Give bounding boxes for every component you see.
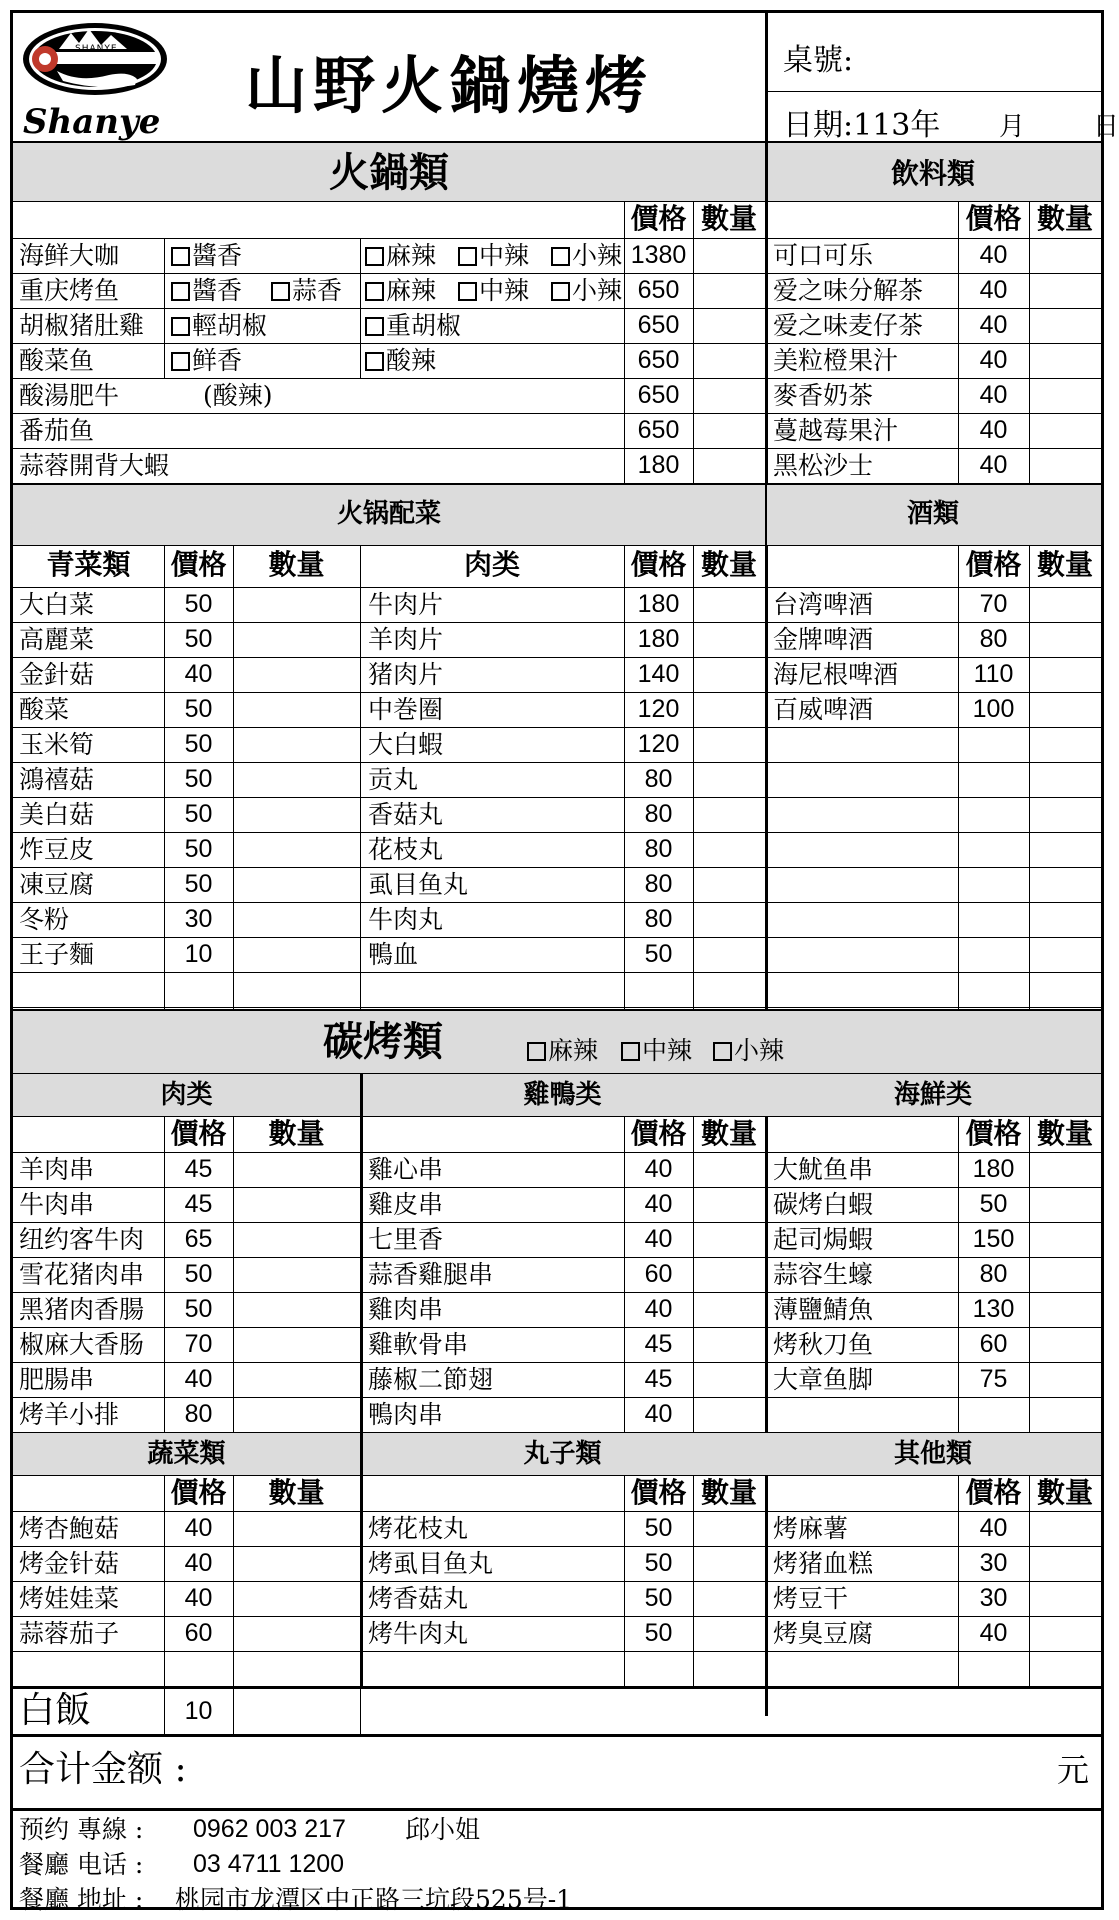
bbq-spice-option[interactable] (527, 1033, 598, 1068)
hotpot-option[interactable] (551, 238, 622, 273)
sides-title: 火锅配菜 (336, 499, 441, 529)
veg-header: 青菜類 (46, 548, 131, 581)
bbq-meat-item-name: 椒麻大香肠 (19, 1330, 145, 1359)
bbq-other-item-price: 40 (979, 1619, 1008, 1647)
checkbox-icon[interactable] (458, 247, 477, 266)
bbq-price-header: 價格 (965, 1476, 1022, 1509)
grid-line (13, 1686, 1101, 1689)
hotpot-title: 火鍋類 (329, 149, 449, 196)
grid-line (13, 1007, 1101, 1008)
bbq-seafood-item-price: 150 (972, 1225, 1015, 1253)
alcohol-price: 100 (972, 695, 1015, 723)
veg-name: 玉米筍 (19, 730, 95, 759)
day-label: 日 (1093, 112, 1119, 142)
bbq-seafood-item-name: 烤秋刀鱼 (773, 1330, 874, 1359)
drinks-qty-header: 數量 (1036, 202, 1093, 235)
grid-line (164, 1686, 165, 1734)
grid-line (13, 413, 1101, 414)
checkbox-icon[interactable] (271, 282, 290, 301)
grid-line (624, 1116, 625, 1432)
bbq-balls-item-price: 50 (644, 1584, 673, 1612)
option-label: 酸辣 (386, 346, 437, 375)
bbq-price-header: 價格 (630, 1476, 687, 1509)
bbq-meat-item-name: 雪花猪肉串 (19, 1260, 145, 1289)
grid-line (693, 1116, 694, 1432)
veg-price: 50 (184, 835, 213, 863)
hotpot-qty-header: 數量 (700, 202, 757, 235)
bbq-seafood-item-price: 60 (979, 1330, 1008, 1358)
veg-price: 50 (184, 590, 213, 618)
bbq-other-item-price: 30 (979, 1549, 1008, 1577)
veg-qty-header: 數量 (268, 548, 325, 581)
bbq-poultry-title: 雞鴨类 (523, 1080, 602, 1110)
grid-line (1029, 201, 1030, 483)
alcohol-name: 金牌啤酒 (773, 625, 874, 654)
bbq-meat-item-price: 80 (184, 1400, 213, 1428)
grid-line (233, 1116, 234, 1432)
bbq-seafood-item-price: 130 (972, 1295, 1015, 1323)
bbq-other-title: 其他類 (893, 1439, 972, 1469)
bbq-other-item-name: 烤豆干 (773, 1584, 849, 1613)
bbq-other-item-price: 30 (979, 1584, 1008, 1612)
bbq-meat-item-name: 牛肉串 (19, 1190, 95, 1219)
checkbox-icon[interactable] (365, 282, 384, 301)
hotpot-price: 650 (637, 276, 680, 304)
bbq-meat-item-price: 40 (184, 1365, 213, 1393)
grid-line (13, 972, 1101, 973)
bbq-poultry-item-price: 45 (644, 1365, 673, 1393)
hotpot-option[interactable] (171, 238, 242, 273)
hotpot-item-name: 番茄鱼 (19, 416, 95, 445)
alcohol-price: 110 (973, 660, 1014, 688)
alcohol-qty-header: 數量 (1036, 548, 1093, 581)
bbq-balls-title: 丸子類 (523, 1439, 602, 1469)
bbq-poultry-item-price: 40 (644, 1295, 673, 1323)
drink-name: 可口可乐 (773, 241, 874, 270)
hotpot-option[interactable] (171, 273, 242, 308)
hotpot-price: 650 (637, 416, 680, 444)
restaurant-phone: 03 4711 1200 (193, 1850, 345, 1878)
drink-price: 40 (979, 381, 1008, 409)
bbq-veg-item-price: 40 (184, 1549, 213, 1577)
meat-name: 猪肉片 (368, 660, 444, 689)
bbq-seafood-item-price: 75 (979, 1365, 1008, 1393)
bbq-poultry-item-name: 蒜香雞腿串 (368, 1260, 494, 1289)
bbq-poultry-item-price: 45 (644, 1330, 673, 1358)
logo-small-text: SHANYE (75, 44, 118, 54)
drinks-price-header: 價格 (965, 202, 1022, 235)
hotpot-item-name: 蒜蓉開背大蝦 (19, 451, 170, 480)
option-label: 小辣 (572, 276, 623, 305)
bbq-meat-item-name: 纽约客牛肉 (19, 1225, 145, 1254)
bbq-poultry-item-name: 鴨肉串 (368, 1400, 444, 1429)
bbq-other-item-price: 40 (979, 1514, 1008, 1542)
hotpot-option[interactable] (365, 273, 436, 308)
bbq-poultry-item-price: 40 (644, 1190, 673, 1218)
checkbox-icon[interactable] (713, 1042, 732, 1061)
hotpot-item-name: 酸湯肥牛 (19, 381, 120, 410)
veg-name: 冬粉 (19, 905, 70, 934)
bbq-meat-item-price: 65 (184, 1225, 213, 1253)
checkbox-icon[interactable] (365, 317, 384, 336)
bbq-seafood-item-name: 起司焗蝦 (773, 1225, 874, 1254)
veg-price: 50 (184, 730, 213, 758)
bbq-meat-item-name: 羊肉串 (19, 1155, 95, 1184)
logo (17, 17, 177, 141)
bbq-meat-item-price: 45 (184, 1190, 213, 1218)
veg-name: 金針菇 (19, 660, 95, 689)
bbq-poultry-item-price: 60 (644, 1260, 673, 1288)
grid-line (693, 545, 694, 1009)
checkbox-icon[interactable] (171, 317, 190, 336)
grid-line (360, 545, 361, 1009)
drink-name: 爱之味分解茶 (773, 276, 924, 305)
bbq-veg-item-price: 60 (184, 1619, 213, 1647)
bbq-balls-item-price: 50 (644, 1549, 673, 1577)
alcohol-price: 80 (979, 625, 1008, 653)
bbq-seafood-item-price: 50 (979, 1190, 1008, 1218)
meat-price: 180 (637, 625, 680, 653)
drink-name: 蔓越莓果汁 (773, 416, 899, 445)
bbq-poultry-item-name: 雞心串 (368, 1155, 444, 1184)
bbq-meat-item-price: 50 (184, 1260, 213, 1288)
bbq-spice-option[interactable] (621, 1033, 692, 1068)
bbq-price-header: 價格 (630, 1117, 687, 1150)
address-label: 餐廳 地址 : (19, 1885, 144, 1914)
reserve-contact: 邱小姐 (405, 1815, 481, 1844)
veg-price: 40 (184, 660, 213, 688)
drink-price: 40 (979, 276, 1008, 304)
grid-line (233, 545, 234, 1009)
grid-line (624, 545, 625, 1009)
grid-line (1029, 1116, 1030, 1432)
option-label: 麻辣 (386, 241, 437, 270)
hotpot-price-header: 價格 (630, 202, 687, 235)
bbq-balls-item-name: 烤虱目鱼丸 (368, 1549, 494, 1578)
bbq-veg-item-name: 蒜蓉茄子 (19, 1619, 120, 1648)
alcohol-price-header: 價格 (965, 548, 1022, 581)
checkbox-icon[interactable] (551, 282, 570, 301)
hotpot-item-name: 重庆烤鱼 (19, 276, 120, 305)
meat-name: 中巻圈 (368, 695, 444, 724)
grid-line (958, 1116, 959, 1432)
grid-line (13, 1734, 1101, 1737)
checkbox-icon[interactable] (171, 352, 190, 371)
meat-name: 大白蝦 (368, 730, 444, 759)
meat-price: 80 (644, 870, 673, 898)
meat-name: 鴨血 (368, 940, 419, 969)
rice-name: 白飯 (19, 1690, 92, 1731)
veg-name: 高麗菜 (19, 625, 95, 654)
meat-name: 牛肉丸 (368, 905, 444, 934)
bbq-price-header: 價格 (170, 1476, 227, 1509)
meat-name: 羊肉片 (368, 625, 444, 654)
option-label: 鲜香 (192, 346, 243, 375)
hotpot-option[interactable] (365, 308, 461, 343)
hotpot-price: 650 (637, 311, 680, 339)
month-label: 月 (999, 112, 1026, 142)
grid-line (958, 201, 959, 483)
restaurant-address: 桃园市龙潭区中正路三坑段525号-1 (175, 1885, 573, 1914)
hotpot-option[interactable] (271, 273, 342, 308)
veg-name: 王子麵 (19, 940, 95, 969)
meat-price: 80 (644, 800, 673, 828)
option-label: 小辣 (572, 241, 623, 270)
veg-name: 美白菇 (19, 800, 95, 829)
bbq-balls-item-name: 烤牛肉丸 (368, 1619, 469, 1648)
veg-name: 炸豆皮 (19, 835, 95, 864)
hotpot-option[interactable] (365, 238, 436, 273)
meat-price: 80 (644, 905, 673, 933)
alcohol-name: 百威啤酒 (773, 695, 874, 724)
meat-name: 花枝丸 (368, 835, 444, 864)
bbq-veg-item-name: 烤杏鮑菇 (19, 1514, 120, 1543)
grid-line (360, 1686, 361, 1734)
phone-label: 餐廳 电话 : (19, 1850, 144, 1879)
meat-price: 50 (644, 940, 673, 968)
grid-line (624, 1475, 625, 1686)
hotpot-option[interactable] (171, 308, 267, 343)
bbq-meat-item-name: 肥腸串 (19, 1365, 95, 1394)
bbq-meat-item-name: 黑猪肉香腸 (19, 1295, 145, 1324)
reserve-phone: 0962 003 217 (193, 1815, 346, 1843)
veg-name: 鴻禧菇 (19, 765, 95, 794)
bbq-poultry-item-price: 40 (644, 1225, 673, 1253)
option-label: 輕胡椒 (192, 311, 268, 340)
option-label: 重胡椒 (386, 311, 462, 340)
logo-emblem-icon (19, 19, 171, 103)
bbq-qty-header: 數量 (268, 1117, 325, 1150)
hotpot-price: 650 (637, 381, 680, 409)
hotpot-option[interactable] (551, 273, 622, 308)
bbq-balls-item-name: 烤香菇丸 (368, 1584, 469, 1613)
meat-name: 牛肉片 (368, 590, 444, 619)
bbq-meat-item-price: 70 (184, 1330, 213, 1358)
drink-price: 40 (979, 451, 1008, 479)
restaurant-name: 山野火鍋燒烤 (245, 49, 654, 122)
bbq-seafood-item-name: 大章鱼脚 (773, 1365, 874, 1394)
order-sheet (10, 10, 1119, 1914)
option-label: 中辣 (479, 276, 530, 305)
meat-price-header: 價格 (630, 548, 687, 581)
grid-line (164, 238, 165, 378)
grid-line (693, 1475, 694, 1686)
grid-line (958, 545, 959, 1009)
drink-price: 40 (979, 416, 1008, 444)
veg-price: 50 (184, 870, 213, 898)
meat-header: 肉类 (463, 548, 520, 581)
option-label: 中辣 (479, 241, 530, 270)
bbq-price-header: 價格 (965, 1117, 1022, 1150)
total-label: 合计金额 : (19, 1749, 187, 1790)
grid-line (164, 1116, 165, 1432)
bbq-seafood-item-name: 蒜容生蠔 (773, 1260, 874, 1289)
hotpot-item-name: 酸菜鱼 (19, 346, 95, 375)
option-label: 小辣 (734, 1036, 785, 1065)
veg-price: 50 (184, 625, 213, 653)
bbq-meat-item-price: 45 (184, 1155, 213, 1183)
grid-line (693, 201, 694, 483)
hotpot-price: 650 (637, 346, 680, 374)
bbq-balls-item-price: 50 (644, 1619, 673, 1647)
veg-name: 凍豆腐 (19, 870, 95, 899)
veg-name: 大白菜 (19, 590, 95, 619)
checkbox-icon[interactable] (171, 247, 190, 266)
grid-line (164, 545, 165, 1009)
grid-line (360, 1073, 363, 1432)
bbq-title: 碳烤類 (323, 1018, 443, 1065)
checkbox-icon[interactable] (527, 1042, 546, 1061)
grid-line (13, 201, 1101, 202)
drink-name: 爱之味麦仔茶 (773, 311, 924, 340)
meat-name: 贡丸 (368, 765, 419, 794)
hotpot-option[interactable] (458, 238, 529, 273)
bbq-meat-title: 肉类 (160, 1080, 213, 1110)
rice-price: 10 (184, 1697, 213, 1725)
bbq-veg-item-price: 40 (184, 1584, 213, 1612)
grid-line (13, 448, 1101, 449)
bbq-seafood-title: 海鮮类 (893, 1080, 972, 1110)
hotpot-option[interactable] (365, 343, 436, 378)
bbq-qty-header: 數量 (268, 1476, 325, 1509)
veg-price: 50 (184, 800, 213, 828)
veg-price: 50 (184, 765, 213, 793)
bbq-qty-header: 數量 (1036, 1476, 1093, 1509)
bbq-seafood-item-name: 大魷鱼串 (773, 1155, 874, 1184)
grid-line (233, 1686, 234, 1734)
bbq-poultry-item-name: 七里香 (368, 1225, 444, 1254)
veg-name: 酸菜 (19, 695, 70, 724)
total-unit: 元 (1057, 1751, 1090, 1789)
grid-line (765, 91, 1101, 92)
checkbox-icon[interactable] (365, 352, 384, 371)
bbq-meat-item-price: 50 (184, 1295, 213, 1323)
option-label: 蒜香 (292, 276, 343, 305)
checkbox-icon[interactable] (171, 282, 190, 301)
date-label: 日期:113年 (783, 108, 941, 143)
drink-name: 麥香奶茶 (773, 381, 874, 410)
grid-line (164, 1475, 165, 1686)
bbq-other-item-name: 烤臭豆腐 (773, 1619, 874, 1648)
bbq-veg-item-name: 烤娃娃菜 (19, 1584, 120, 1613)
reserve-label: 预约 專線 : (19, 1815, 144, 1844)
hotpot-price: 1380 (630, 241, 687, 269)
veg-price: 30 (184, 905, 213, 933)
meat-price: 120 (637, 695, 680, 723)
grid-line (1029, 1475, 1030, 1686)
bbq-balls-item-name: 烤花枝丸 (368, 1514, 469, 1543)
meat-name: 虱目鱼丸 (368, 870, 469, 899)
option-label: 麻辣 (386, 276, 437, 305)
alcohol-price: 70 (979, 590, 1008, 618)
hotpot-price: 180 (637, 451, 680, 479)
grid-line (13, 1808, 1101, 1811)
meat-price: 140 (637, 660, 680, 688)
grid-line (13, 378, 1101, 379)
meat-price: 80 (644, 835, 673, 863)
bbq-other-item-name: 烤猪血糕 (773, 1549, 874, 1578)
grid-line (958, 1475, 959, 1686)
bbq-other-item-name: 烤麻薯 (773, 1514, 849, 1543)
hotpot-item-name: 胡椒猪肚雞 (19, 311, 145, 340)
checkbox-icon[interactable] (551, 247, 570, 266)
checkbox-icon[interactable] (365, 247, 384, 266)
grid-line (360, 238, 361, 378)
hotpot-note: (酸辣) (203, 381, 273, 410)
bbq-veg-title: 蔬菜類 (147, 1439, 226, 1469)
veg-price: 10 (184, 940, 213, 968)
alcohol-title: 酒類 (906, 499, 959, 529)
drinks-title: 飲料類 (890, 157, 975, 190)
checkbox-icon[interactable] (621, 1042, 640, 1061)
bbq-poultry-item-price: 40 (644, 1155, 673, 1183)
grid-line (360, 1432, 363, 1686)
drink-price: 40 (979, 346, 1008, 374)
bbq-poultry-item-name: 雞皮串 (368, 1190, 444, 1219)
meat-name: 香菇丸 (368, 800, 444, 829)
veg-price-header: 價格 (170, 548, 227, 581)
hotpot-item-name: 海鲜大咖 (19, 241, 120, 270)
option-label: 醬香 (192, 241, 243, 270)
bbq-qty-header: 數量 (700, 1117, 757, 1150)
bbq-balls-item-price: 50 (644, 1514, 673, 1542)
bbq-seafood-item-name: 薄鹽鯖魚 (773, 1295, 874, 1324)
drink-price: 40 (979, 241, 1008, 269)
bbq-veg-item-price: 40 (184, 1514, 213, 1542)
grid-line (624, 201, 625, 483)
checkbox-icon[interactable] (458, 282, 477, 301)
hotpot-option[interactable] (458, 273, 529, 308)
grid-line (13, 1651, 1101, 1652)
bbq-seafood-item-name: 碳烤白蝦 (773, 1190, 874, 1219)
bbq-price-header: 價格 (170, 1117, 227, 1150)
bbq-poultry-item-price: 40 (644, 1400, 673, 1428)
meat-price: 180 (637, 590, 680, 618)
meat-price: 120 (637, 730, 680, 758)
hotpot-option[interactable] (171, 343, 242, 378)
bbq-poultry-item-name: 雞軟骨串 (368, 1330, 469, 1359)
bbq-seafood-item-price: 180 (972, 1155, 1015, 1183)
bbq-meat-item-name: 烤羊小排 (19, 1400, 120, 1429)
bbq-qty-header: 數量 (1036, 1117, 1093, 1150)
option-label: 中辣 (642, 1036, 693, 1065)
bbq-seafood-item-price: 80 (979, 1260, 1008, 1288)
grid-line (233, 1475, 234, 1686)
veg-price: 50 (184, 695, 213, 723)
bbq-veg-item-name: 烤金针菇 (19, 1549, 120, 1578)
grid-line (1029, 545, 1030, 1009)
drink-name: 黑松沙士 (773, 451, 874, 480)
option-label: 醬香 (192, 276, 243, 305)
grid-line (765, 13, 768, 141)
alcohol-name: 海尼根啤酒 (773, 660, 899, 689)
meat-qty-header: 數量 (700, 548, 757, 581)
alcohol-name: 台湾啤酒 (773, 590, 874, 619)
bbq-poultry-item-name: 雞肉串 (368, 1295, 444, 1324)
logo-brand-text: Shanye (23, 102, 161, 142)
option-label: 麻辣 (548, 1036, 599, 1065)
table-number-label: 桌號: (783, 43, 854, 78)
bbq-spice-option[interactable] (713, 1033, 784, 1068)
bbq-poultry-item-name: 藤椒二節翅 (368, 1365, 494, 1394)
meat-price: 80 (644, 765, 673, 793)
drink-price: 40 (979, 311, 1008, 339)
bbq-qty-header: 數量 (700, 1476, 757, 1509)
drink-name: 美粒橙果汁 (773, 346, 899, 375)
